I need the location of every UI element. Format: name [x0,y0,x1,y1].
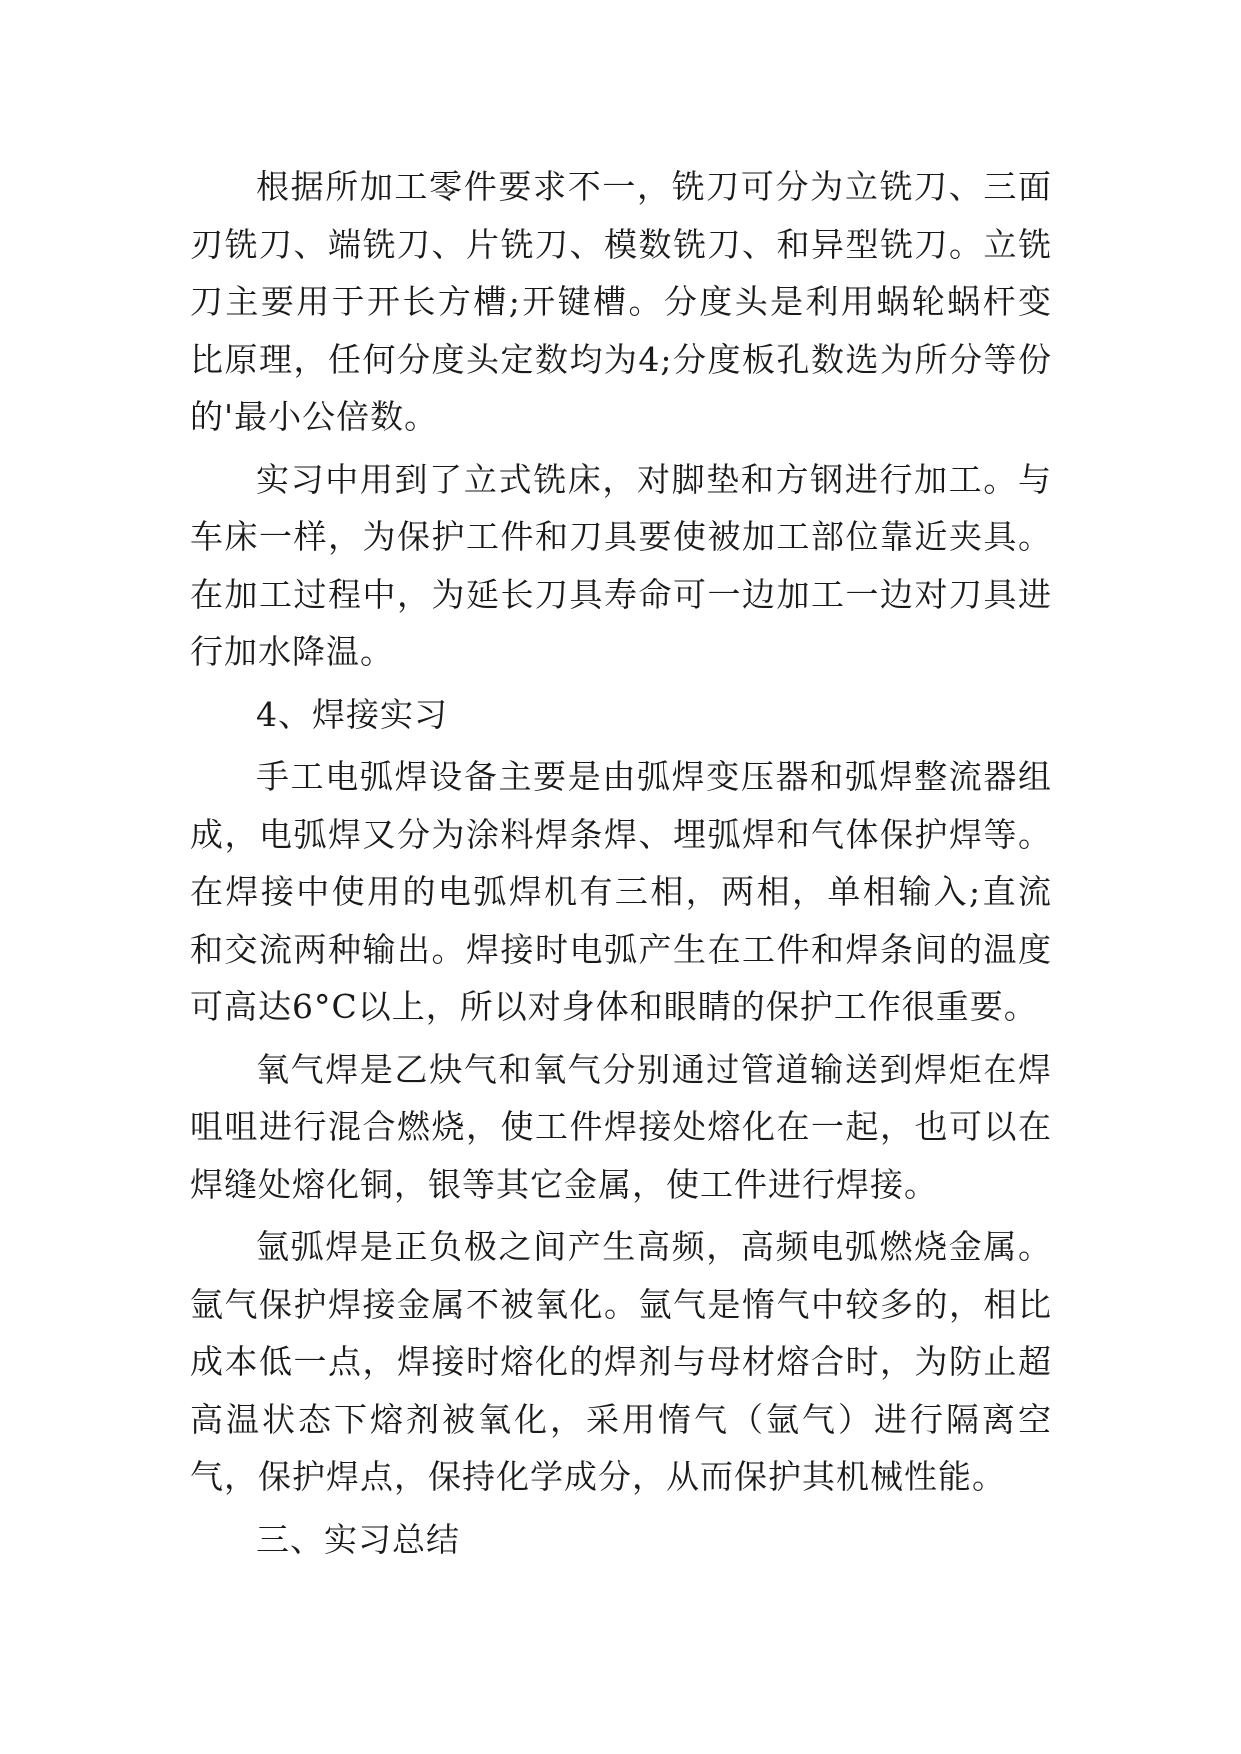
paragraph-vertical-milling: 实习中用到了立式铣床，对脚垫和方钢进行加工。与车床一样，为保护工件和刀具要使被加工部位靠近夹具。在加工过程中，为延长刀具寿命可一边加工一边对刀具进行加水降温。 [190,459,1052,671]
paragraph-argon-welding: 氩弧焊是正负极之间产生高频，高频电弧燃烧金属。氩气保护焊接金属不被氧化。氩气是惰气中较多的，相比成本低一点，焊接时熔化的焊剂与母材熔合时，为防止超高温状态下熔剂被氧化，采用惰气（氩气）进行隔离空气，保护焊点，保持化学成分，从而保护其机械性能。 [190,1227,1052,1496]
paragraph-oxy-welding: 氧气焊是乙炔气和氧气分别通过管道输送到焊炬在焊咀咀进行混合燃烧，使工件焊接处熔化在一起，也可以在焊缝处熔化铜，银等其它金属，使工件进行焊接。 [190,1049,1052,1204]
paragraph-milling-cutters: 根据所加工零件要求不一，铣刀可分为立铣刀、三面刃铣刀、端铣刀、片铣刀、模数铣刀、和异型铣刀。立铣刀主要用于开长方槽;开键槽。分度头是利用蜗轮蜗杆变比原理，任何分度头定数均为4;分度板孔数选为所分等份的'最小公倍数。 [190,167,1052,436]
heading-welding-practice: 4、焊接实习 [256,694,448,734]
document-body [190,158,1052,1568]
paragraph-arc-welding: 手工电弧焊设备主要是由弧焊变压器和弧焊整流器组成，电弧焊又分为涂料焊条焊、埋弧焊和气体保护焊等。在焊接中使用的电弧焊机有三相，两相，单相输入;直流和交流两种输出。焊接时电弧产生在工件和焊条间的温度可高达6°C以上，所以对身体和眼睛的保护工作很重要。 [190,757,1052,1026]
heading-practice-summary: 三、实习总结 [256,1519,460,1559]
